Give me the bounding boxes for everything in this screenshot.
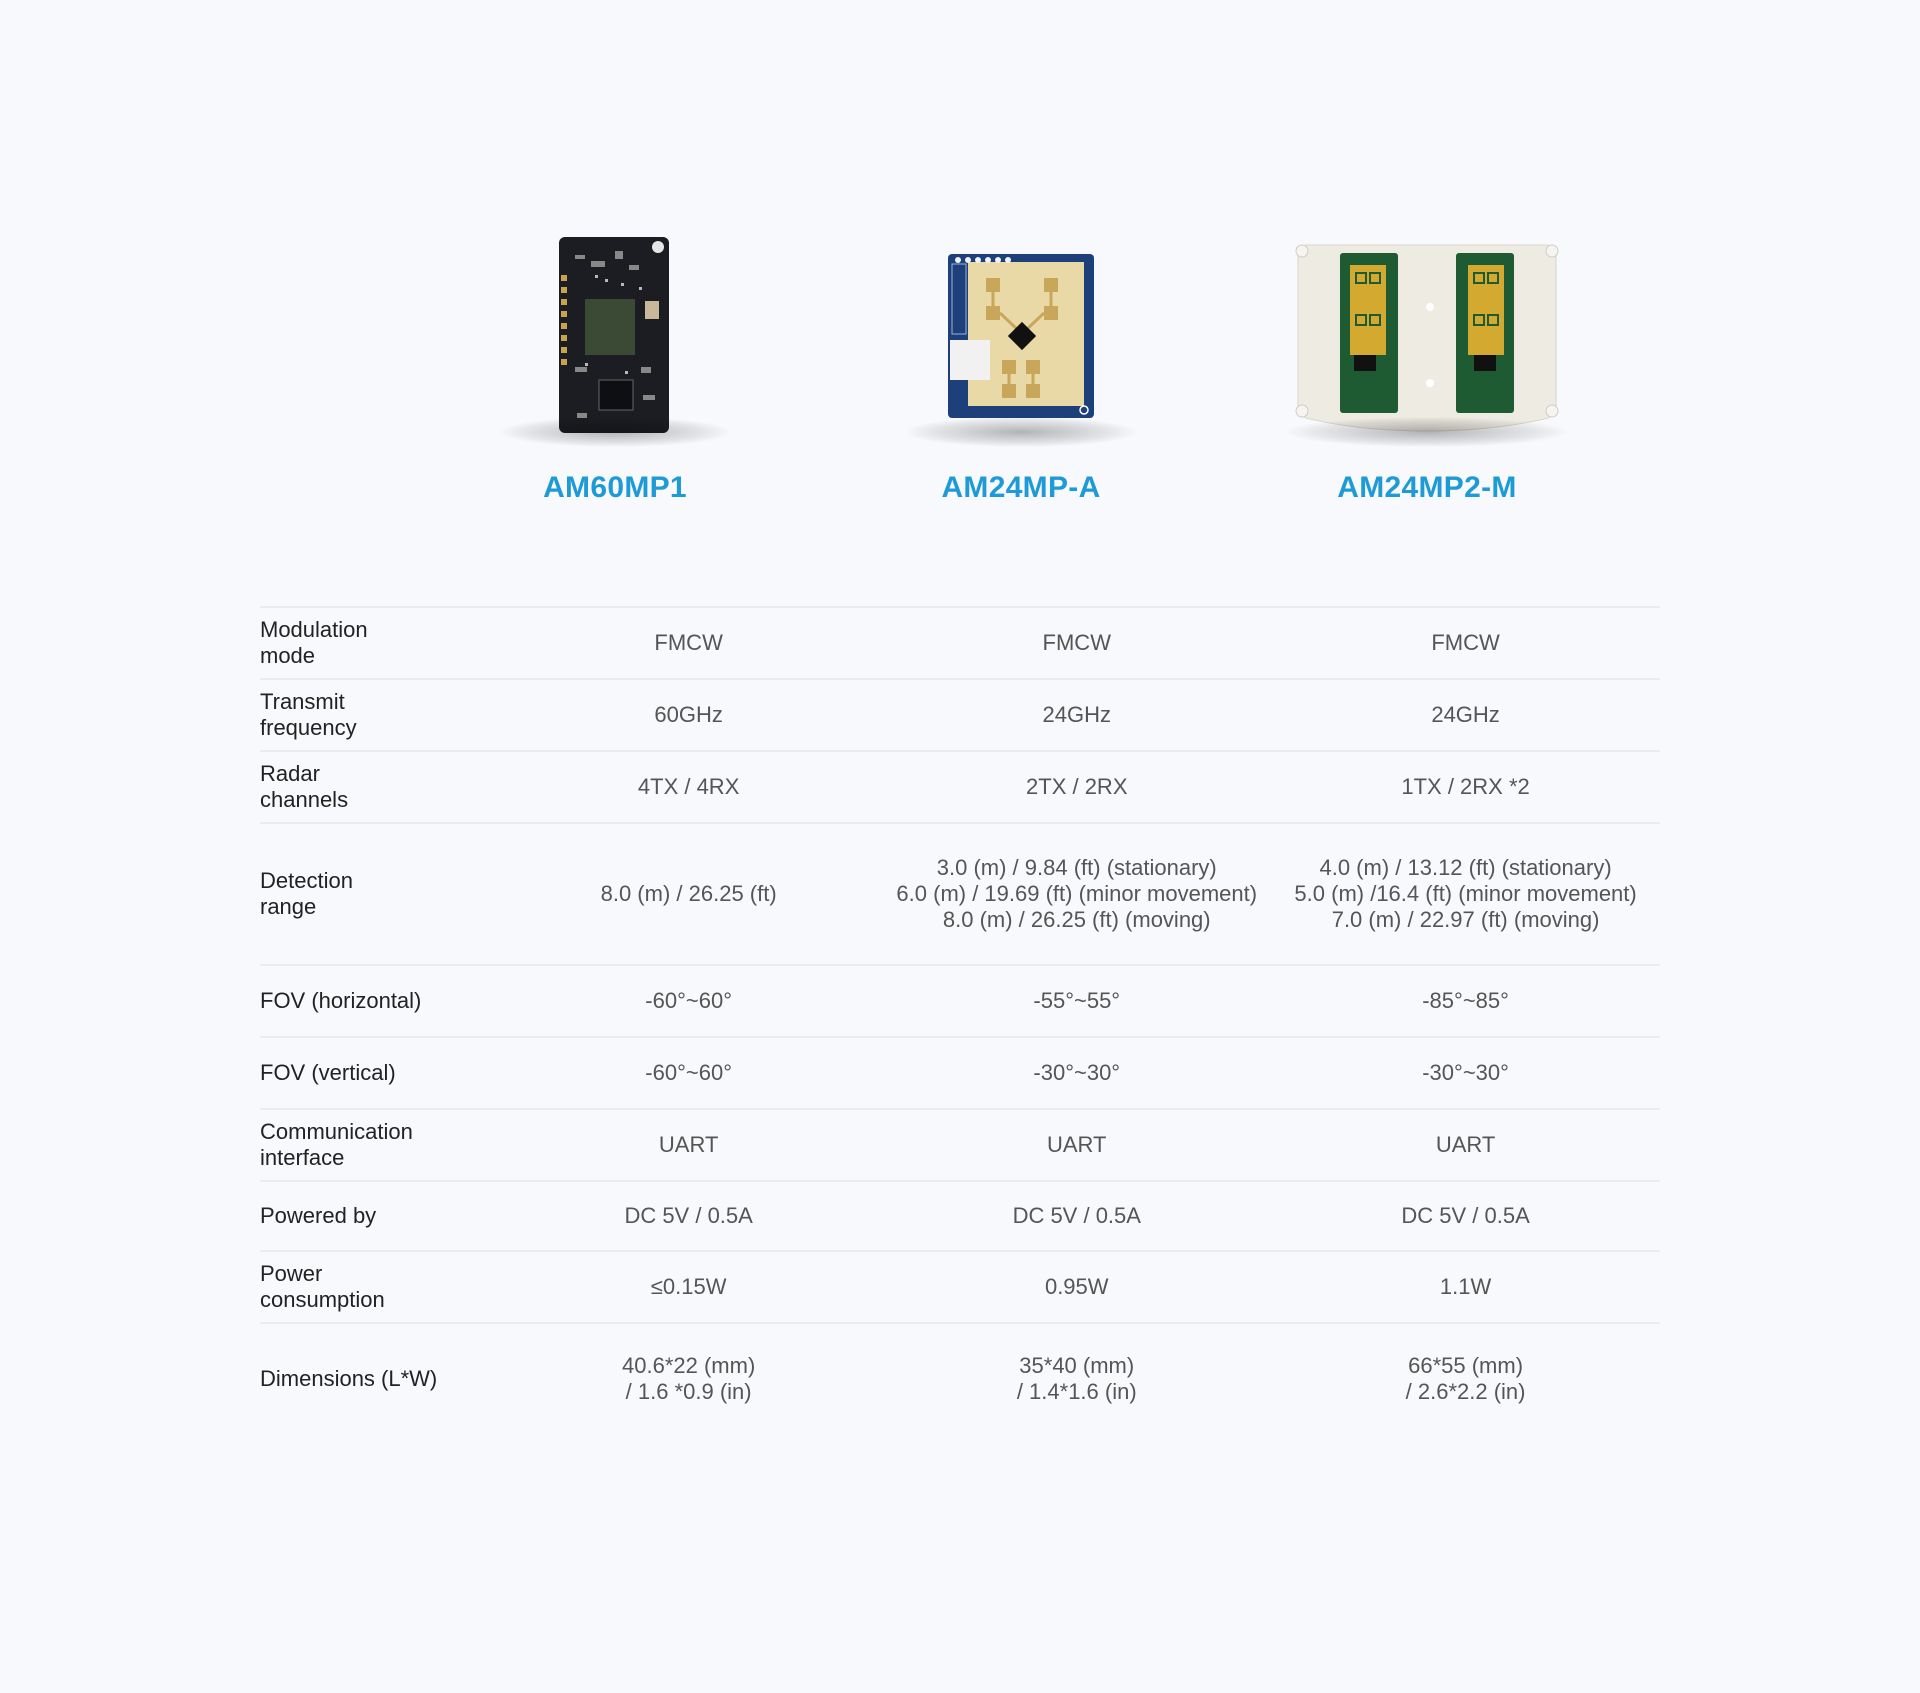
- row-label: Communication interface: [260, 1109, 495, 1181]
- cell-value: FMCW: [495, 607, 882, 679]
- am24mp2-m-image: [1224, 215, 1630, 455]
- cell-value: 24GHz: [1271, 679, 1660, 751]
- spec-comparison-table: [260, 606, 1660, 1434]
- cell-value: 66*55 (mm) / 2.6*2.2 (in): [1271, 1323, 1660, 1434]
- am24mp-a-board-icon: [946, 250, 1096, 420]
- row-label: Modulation mode: [260, 607, 495, 679]
- product-am24mp-a: [818, 215, 1224, 505]
- row-label: Powered by: [260, 1181, 495, 1251]
- table-row: [260, 1323, 1660, 1434]
- table-row: [260, 1251, 1660, 1323]
- cell-value: 35*40 (mm) / 1.4*1.6 (in): [882, 1323, 1271, 1434]
- cell-value: -30°~30°: [1271, 1037, 1660, 1109]
- cell-value: -55°~55°: [882, 965, 1271, 1037]
- am60mp1-image: [412, 215, 818, 455]
- am24mp2-m-module-icon: [1292, 235, 1562, 435]
- product-am24mp2-m: [1224, 215, 1630, 505]
- cell-value: FMCW: [1271, 607, 1660, 679]
- cell-value: 1.1W: [1271, 1251, 1660, 1323]
- cell-value: UART: [495, 1109, 882, 1181]
- row-label: Detection range: [260, 823, 495, 965]
- cell-value: -60°~60°: [495, 965, 882, 1037]
- product-name: AM24MP2-M: [1337, 471, 1517, 504]
- cell-value: 1TX / 2RX *2: [1271, 751, 1660, 823]
- table-row: [260, 1109, 1660, 1181]
- row-label: FOV (horizontal): [260, 965, 495, 1037]
- cell-value: DC 5V / 0.5A: [1271, 1181, 1660, 1251]
- cell-value: 60GHz: [495, 679, 882, 751]
- row-label: Dimensions (L*W): [260, 1323, 495, 1434]
- cell-value: -85°~85°: [1271, 965, 1660, 1037]
- cell-value: ≤0.15W: [495, 1251, 882, 1323]
- cell-value: 2TX / 2RX: [882, 751, 1271, 823]
- row-label: Transmit frequency: [260, 679, 495, 751]
- table-row: [260, 607, 1660, 679]
- product-header: [0, 215, 1920, 535]
- row-label: Radar channels: [260, 751, 495, 823]
- row-label: Power consumption: [260, 1251, 495, 1323]
- am24mp-a-image: [818, 215, 1224, 455]
- cell-value: DC 5V / 0.5A: [882, 1181, 1271, 1251]
- cell-value: FMCW: [882, 607, 1271, 679]
- cell-value: 4.0 (m) / 13.12 (ft) (stationary) 5.0 (m) /16.4 (ft) (minor movement) 7.0 (m) / 22.97 (ft) (moving): [1271, 823, 1660, 965]
- table-row: [260, 1181, 1660, 1251]
- cell-value: 24GHz: [882, 679, 1271, 751]
- cell-value: 0.95W: [882, 1251, 1271, 1323]
- table-row: [260, 1037, 1660, 1109]
- table-row: [260, 823, 1660, 965]
- cell-value: 8.0 (m) / 26.25 (ft): [495, 823, 882, 965]
- am60mp1-board-icon: [555, 235, 675, 435]
- cell-value: UART: [1271, 1109, 1660, 1181]
- cell-value: 3.0 (m) / 9.84 (ft) (stationary) 6.0 (m) / 19.69 (ft) (minor movement) 8.0 (m) / 26.25 (ft) (moving): [882, 823, 1271, 965]
- product-name: AM60MP1: [543, 471, 687, 504]
- row-label: FOV (vertical): [260, 1037, 495, 1109]
- product-am60mp1: [412, 215, 818, 505]
- cell-value: -30°~30°: [882, 1037, 1271, 1109]
- table-row: [260, 751, 1660, 823]
- cell-value: -60°~60°: [495, 1037, 882, 1109]
- cell-value: 40.6*22 (mm) / 1.6 *0.9 (in): [495, 1323, 882, 1434]
- cell-value: 4TX / 4RX: [495, 751, 882, 823]
- table-row: [260, 965, 1660, 1037]
- table-row: [260, 679, 1660, 751]
- cell-value: UART: [882, 1109, 1271, 1181]
- cell-value: DC 5V / 0.5A: [495, 1181, 882, 1251]
- product-name: AM24MP-A: [941, 471, 1101, 504]
